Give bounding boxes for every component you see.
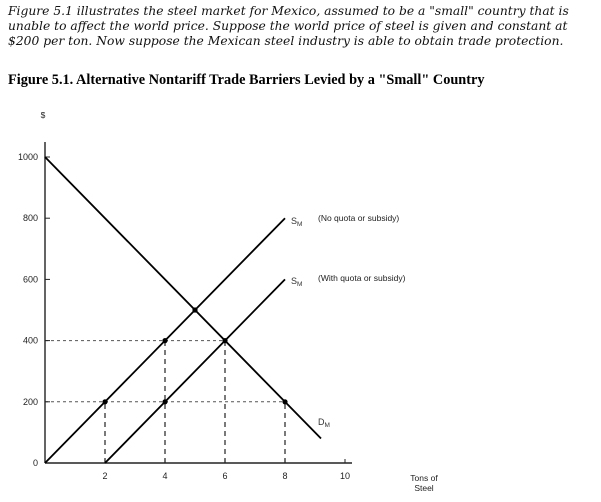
intersection-point [162,399,167,404]
x-tick-label: 10 [339,471,351,481]
intersection-point [282,399,287,404]
figure-title: Figure 5.1. Alternative Nontariff Trade Barriers Levied by a "Small" Country [8,72,485,88]
x-axis-label: Steel [414,483,434,493]
points [102,307,287,404]
labels [41,110,439,493]
y-tick-label: 400 [22,335,38,346]
demand-label: $D_M$ [318,417,330,429]
supply-label-no-quota-note: (No quota or subsidy) [318,213,400,223]
supply-curve-with-quota [105,279,285,463]
x-tick-label: 6 [222,471,228,481]
curves [45,157,321,463]
x-tick-label: 2 [102,471,108,481]
x-axis-label: Tons of [410,473,438,483]
intersection-point [192,307,197,312]
supply-label-with-quota-note: (With quota or subsidy) [318,273,406,283]
y-tick-label: 600 [22,274,38,285]
x-tick-label: 8 [282,471,288,481]
intro-paragraph: Figure 5.1 illustrates the steel market for Mexico, assumed to be a "small" country that is unable to affect the world price. Suppose the world price of steel is given and constant at $200 per ton. Now suppose the Mexican steel industry is able to obtain trade protection. [8,4,569,48]
y-tick-label: 800 [22,213,38,224]
intersection-point [222,338,227,343]
supply-label-no-quota: $S_M$ [291,216,303,228]
intersection-point [162,338,167,343]
intersection-point [102,399,107,404]
x-tick-label: 4 [162,471,168,481]
y-tick-label: 0 [32,458,38,468]
demand-curve [45,157,321,439]
y-axis-label: $ [40,110,46,120]
ticks [18,152,350,481]
y-tick-label: 1000 [17,152,38,162]
y-tick-label: 200 [22,396,38,407]
supply-label-with-quota: $S_M$ [291,276,303,288]
